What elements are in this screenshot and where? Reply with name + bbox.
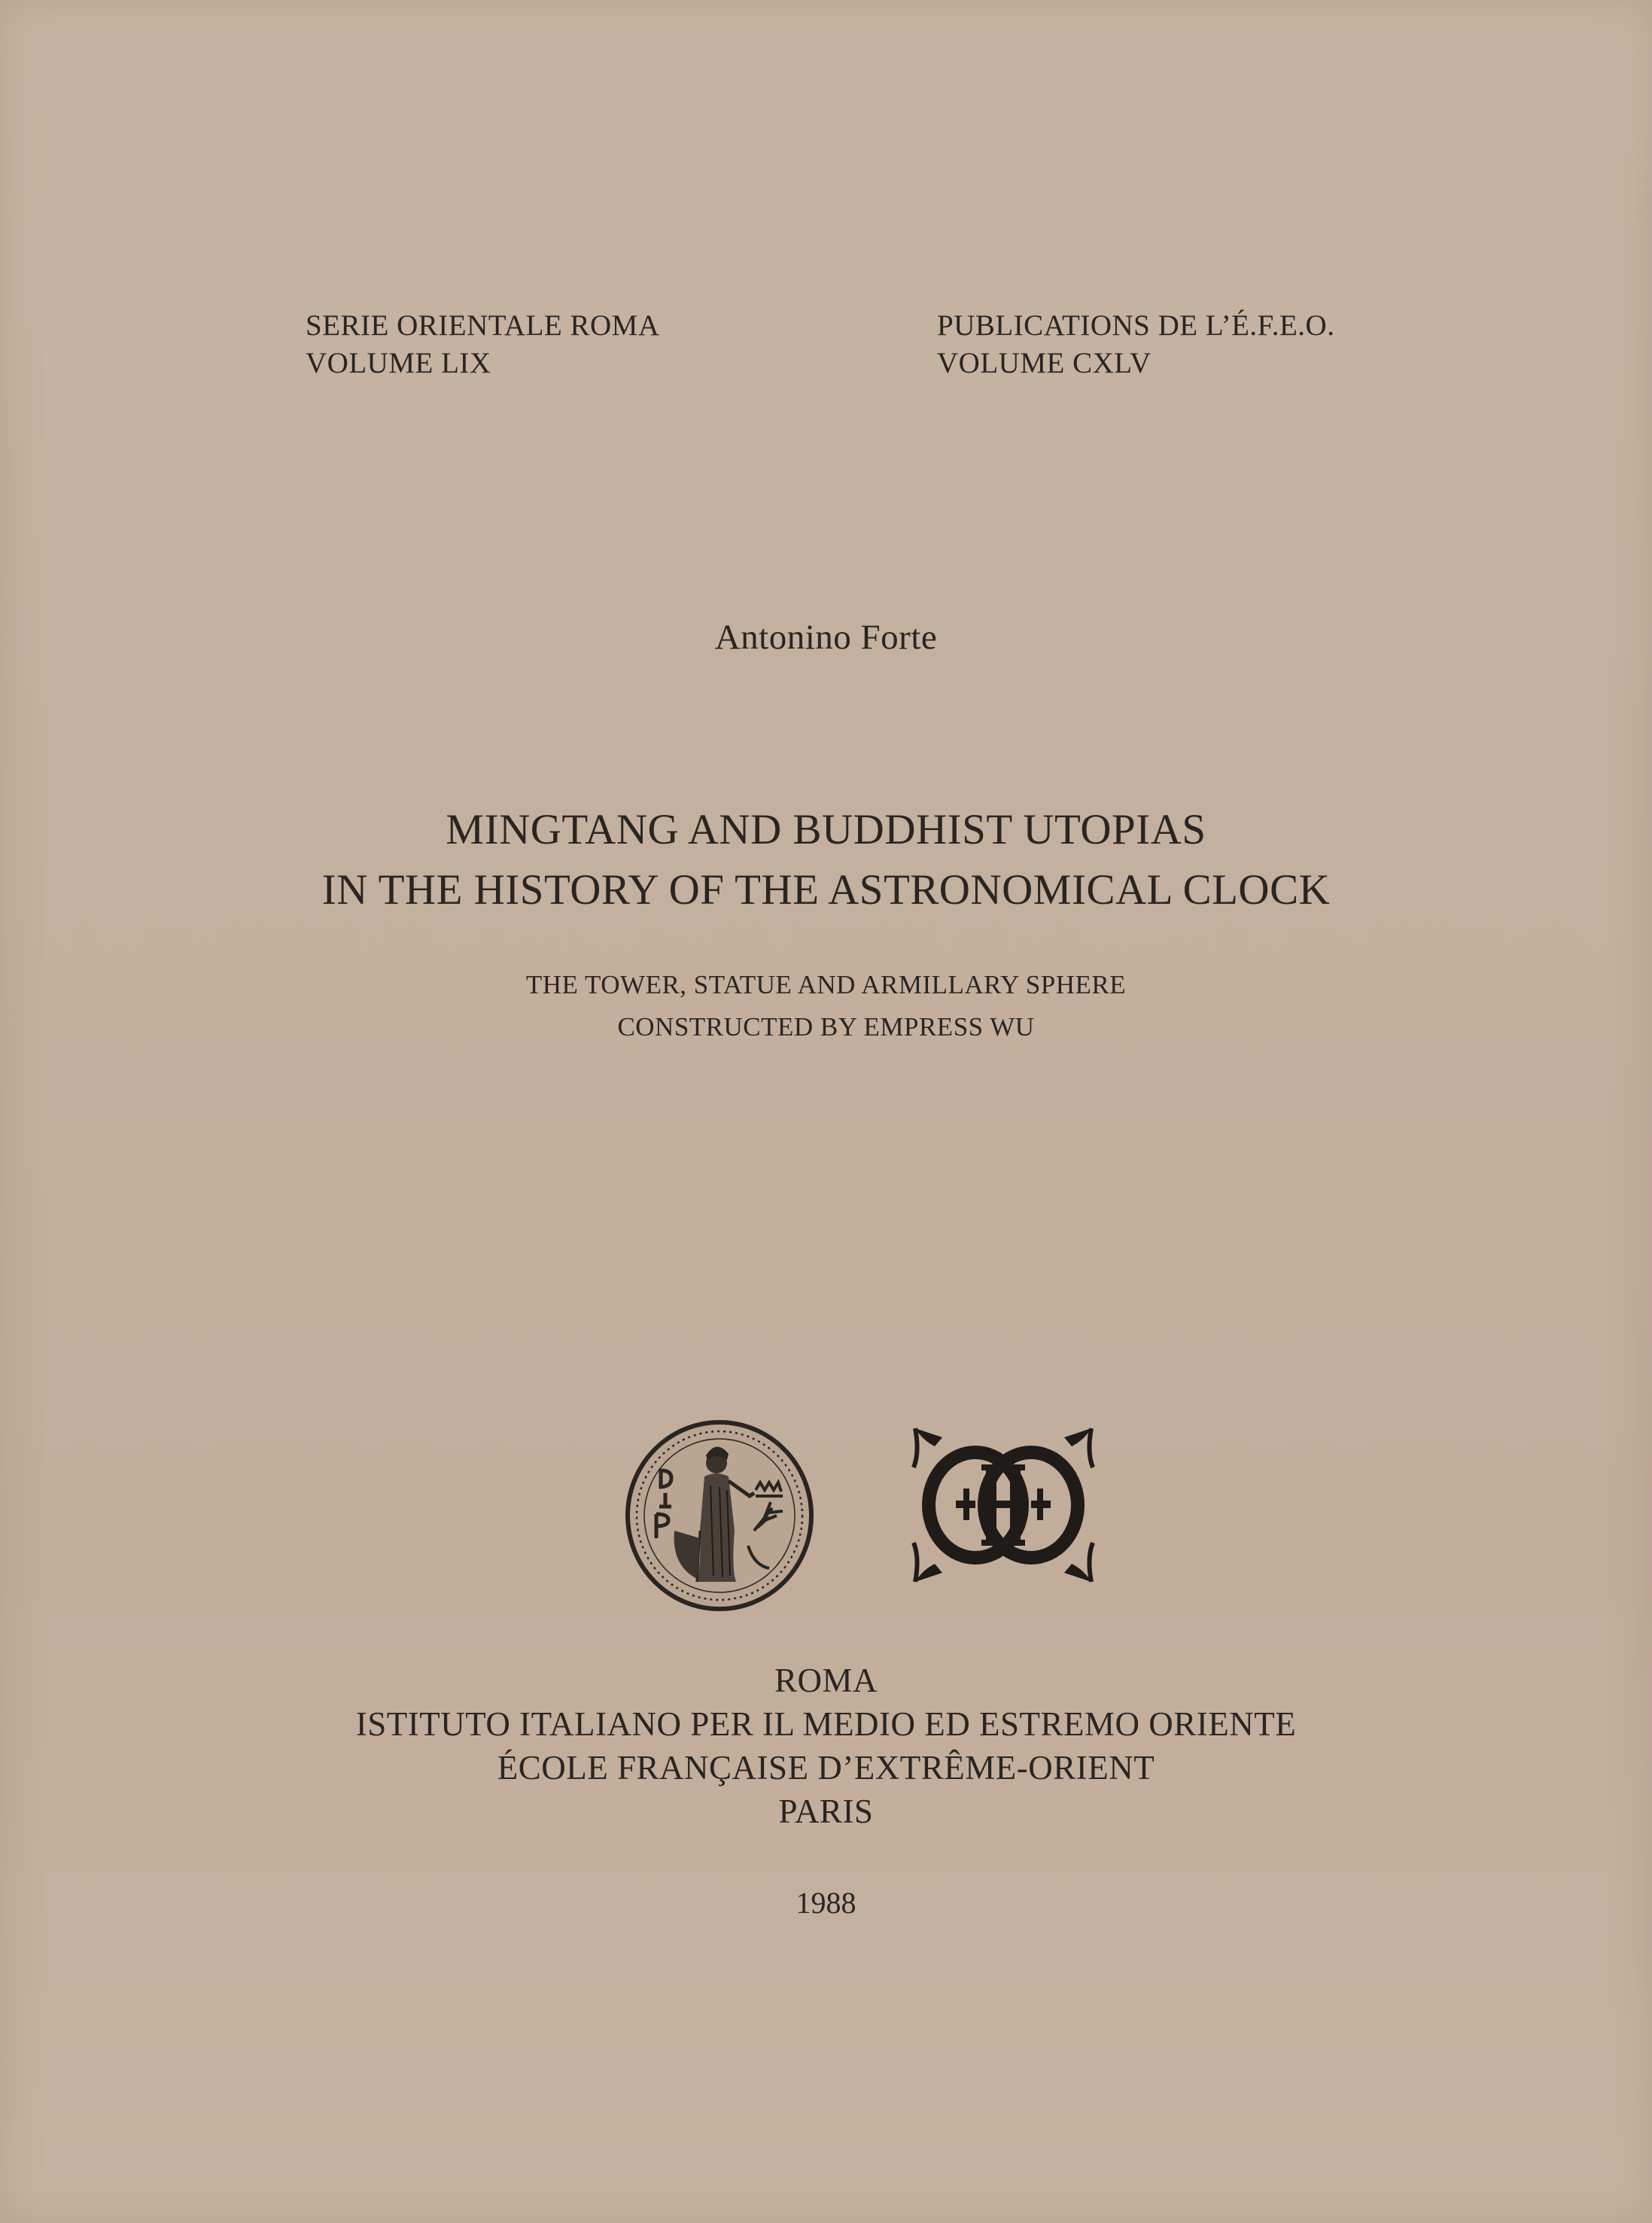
series-right — [937, 307, 1334, 382]
publication-year: 1988 — [796, 1886, 856, 1920]
publisher-imprint — [0, 1659, 1652, 1833]
author-name: Antonino Forte — [714, 618, 938, 657]
title-line-2: IN THE HISTORY OF THE ASTRONOMICAL CLOCK — [321, 866, 1331, 914]
series-left-name: SERIE ORIENTALE ROMA — [306, 309, 660, 342]
subtitle-line-2: CONSTRUCTED BY EMPRESS WU — [617, 1012, 1035, 1042]
subtitle-line-1: THE TOWER, STATUE AND ARMILLARY SPHERE — [525, 970, 1127, 999]
book-title — [0, 800, 1652, 920]
imprint-ecole: ÉCOLE FRANÇAISE D’EXTRÊME-ORIENT — [497, 1749, 1155, 1787]
series-right-name: PUBLICATIONS DE L’É.F.E.O. — [937, 309, 1335, 342]
series-left — [306, 307, 660, 382]
book-subtitle — [0, 964, 1652, 1048]
efeo-monogram-icon — [909, 1422, 1097, 1588]
imprint-institute: ISTITUTO ITALIANO PER IL MEDIO ED ESTREMO ORIENTE — [355, 1705, 1297, 1743]
imprint-city-paris: PARIS — [778, 1793, 874, 1830]
imprint-city-rome: ROMA — [774, 1662, 878, 1699]
series-right-volume: VOLUME CXLV — [937, 347, 1152, 379]
publisher-emblems — [0, 1418, 1652, 1613]
series-left-volume: VOLUME LIX — [306, 347, 491, 379]
coin-seal-icon — [622, 1418, 817, 1613]
title-line-1: MINGTANG AND BUDDHIST UTOPIAS — [446, 806, 1206, 853]
